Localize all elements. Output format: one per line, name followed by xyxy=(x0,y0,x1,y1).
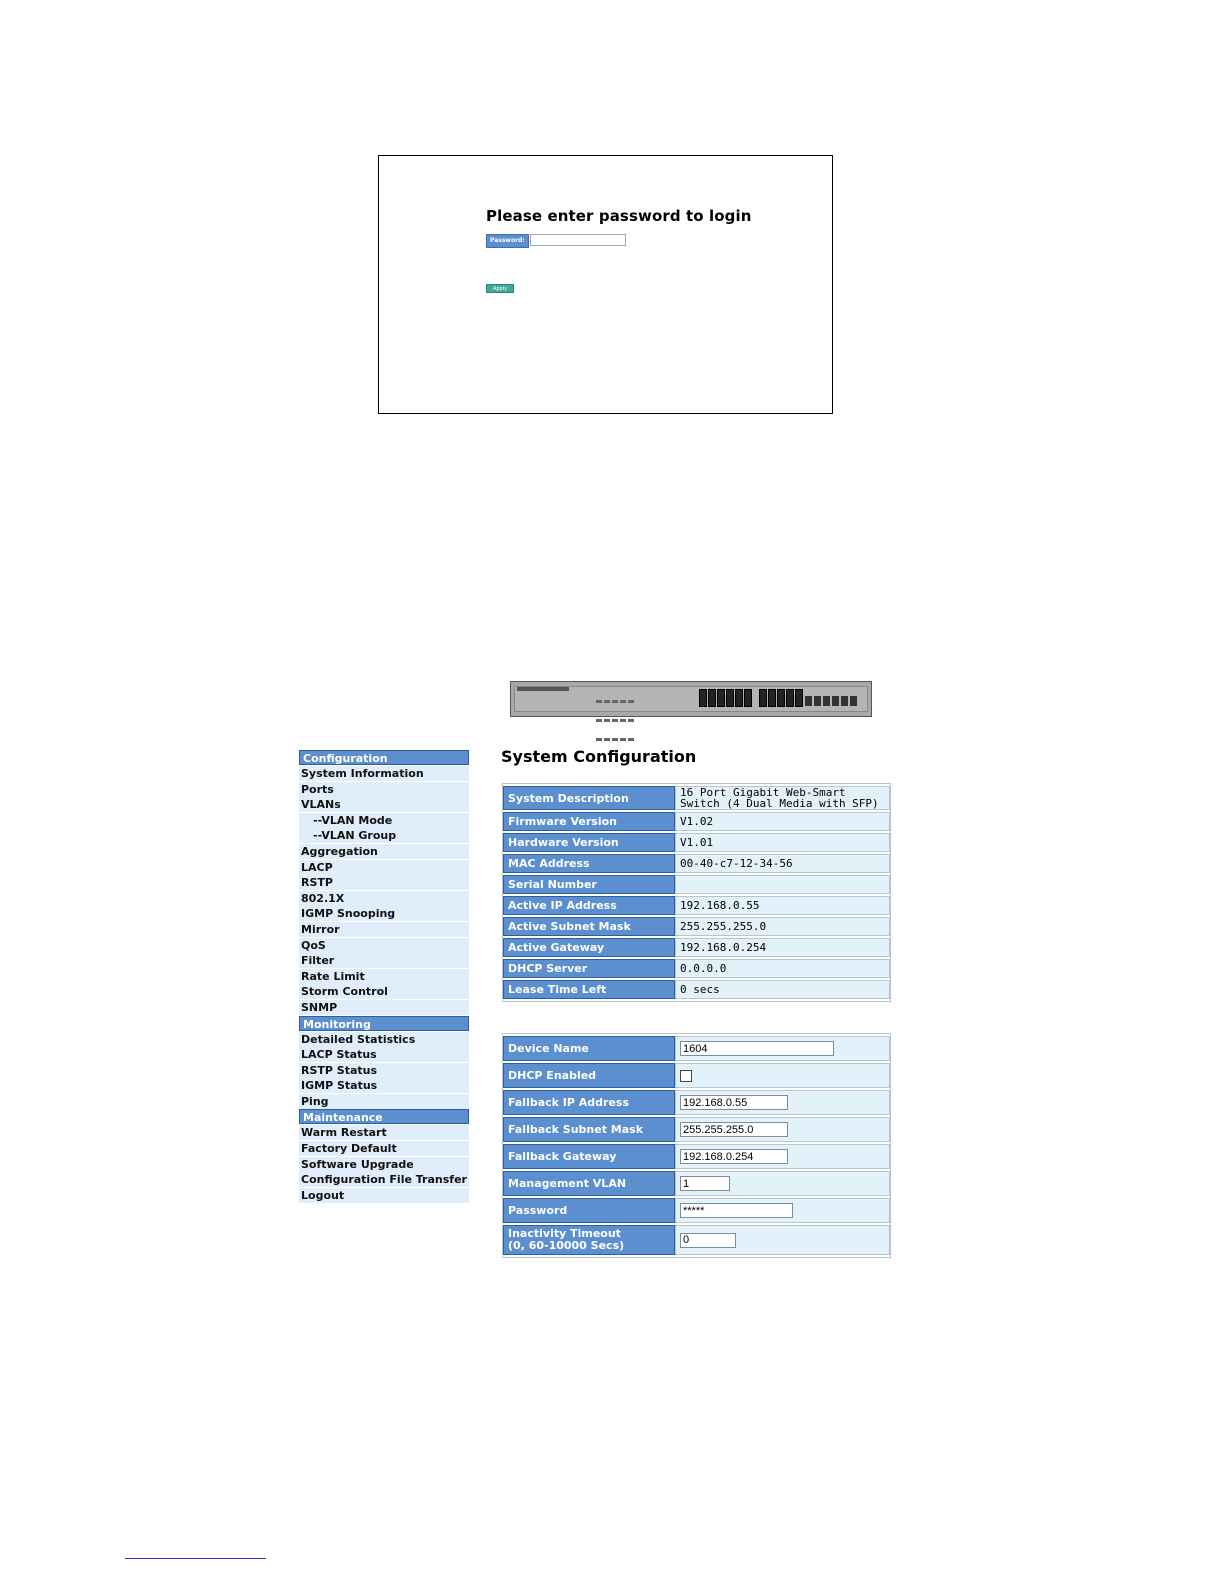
menu-item-vlans[interactable]: VLANs xyxy=(299,797,469,812)
table-row xyxy=(503,875,890,894)
info-value xyxy=(675,786,890,810)
info-value: 192.168.0.254 xyxy=(675,938,890,957)
table-row xyxy=(503,1198,890,1223)
table-row xyxy=(503,1225,890,1255)
table-row xyxy=(503,1117,890,1142)
menu-item-ping[interactable]: Ping xyxy=(299,1094,469,1109)
table-row xyxy=(503,1144,890,1169)
menu-item-filter[interactable]: Filter xyxy=(299,953,469,968)
login-screenshot xyxy=(378,155,833,414)
menu-item-rstp[interactable]: RSTP xyxy=(299,875,469,890)
info-value: V1.02 xyxy=(675,812,890,831)
password-label: Password: xyxy=(486,234,529,248)
menu-header-configuration: Configuration xyxy=(299,750,469,765)
management-vlan-input[interactable] xyxy=(680,1176,730,1191)
menu-item-storm-control[interactable]: Storm Control xyxy=(299,984,469,999)
table-row xyxy=(503,959,890,978)
inactivity-timeout-label-line2: (0, 60-10000 Secs) xyxy=(508,1239,625,1252)
inactivity-timeout-label xyxy=(503,1225,675,1255)
side-menu xyxy=(299,750,469,1203)
info-label: Serial Number xyxy=(503,875,675,894)
info-value: 00-40-c7-12-34-56 xyxy=(675,854,890,873)
page-title: System Configuration xyxy=(501,747,697,766)
info-value xyxy=(675,875,890,894)
info-value: 0 secs xyxy=(675,980,890,999)
device-name-input[interactable] xyxy=(680,1041,834,1056)
menu-item-detailed-statistics[interactable]: Detailed Statistics xyxy=(299,1032,469,1047)
system-info-table xyxy=(502,783,891,1002)
info-label: System Description xyxy=(503,786,675,810)
switch-brand-strip xyxy=(517,687,569,691)
menu-item-system-information[interactable]: System Information xyxy=(299,766,469,781)
menu-item-qos[interactable]: QoS xyxy=(299,938,469,953)
table-row xyxy=(503,854,890,873)
menu-item-factory-default[interactable]: Factory Default xyxy=(299,1141,469,1156)
dhcp-enabled-label: DHCP Enabled xyxy=(503,1063,675,1088)
menu-item-config-file-transfer[interactable]: Configuration File Transfer xyxy=(299,1172,469,1187)
inactivity-timeout-label-line1: Inactivity Timeout xyxy=(508,1227,621,1240)
menu-item-rate-limit[interactable]: Rate Limit xyxy=(299,969,469,984)
fallback-mask-label: Fallback Subnet Mask xyxy=(503,1117,675,1142)
table-row xyxy=(503,1090,890,1115)
settings-form xyxy=(502,1033,891,1258)
table-row xyxy=(503,812,890,831)
password-field-label: Password xyxy=(503,1198,675,1223)
table-row xyxy=(503,917,890,936)
menu-item-warm-restart[interactable]: Warm Restart xyxy=(299,1125,469,1140)
footer-rule xyxy=(125,1558,266,1559)
table-row xyxy=(503,938,890,957)
table-row xyxy=(503,896,890,915)
info-value: 0.0.0.0 xyxy=(675,959,890,978)
menu-item-snmp[interactable]: SNMP xyxy=(299,1000,469,1015)
table-row xyxy=(503,833,890,852)
switch-rj45-ports xyxy=(699,689,803,707)
fallback-gateway-input[interactable] xyxy=(680,1149,788,1164)
info-label: Lease Time Left xyxy=(503,980,675,999)
inactivity-timeout-input[interactable] xyxy=(680,1233,736,1248)
password-field[interactable] xyxy=(680,1203,793,1218)
apply-button[interactable]: Apply xyxy=(486,284,514,293)
info-value: 255.255.255.0 xyxy=(675,917,890,936)
menu-item-mirror[interactable]: Mirror xyxy=(299,922,469,937)
switch-faceplate-image xyxy=(510,681,872,717)
info-label: DHCP Server xyxy=(503,959,675,978)
system-description-value: 16 Port Gigabit Web-Smart Switch (4 Dual Media with SFP) xyxy=(680,786,879,810)
menu-item-lacp[interactable]: LACP xyxy=(299,860,469,875)
login-title: Please enter password to login xyxy=(486,207,752,225)
password-row xyxy=(486,234,626,248)
menu-item-lacp-status[interactable]: LACP Status xyxy=(299,1047,469,1062)
info-label: Active Subnet Mask xyxy=(503,917,675,936)
menu-item-ports[interactable]: Ports xyxy=(299,782,469,797)
management-vlan-label: Management VLAN xyxy=(503,1171,675,1196)
table-row xyxy=(503,1171,890,1196)
menu-item-8021x[interactable]: 802.1X xyxy=(299,891,469,906)
info-value: V1.01 xyxy=(675,833,890,852)
info-value: 192.168.0.55 xyxy=(675,896,890,915)
menu-item-software-upgrade[interactable]: Software Upgrade xyxy=(299,1157,469,1172)
switch-led-panel xyxy=(595,689,643,711)
menu-item-rstp-status[interactable]: RSTP Status xyxy=(299,1063,469,1078)
table-row xyxy=(503,1036,890,1061)
switch-sfp-ports xyxy=(805,696,857,706)
info-label: MAC Address xyxy=(503,854,675,873)
info-label: Active Gateway xyxy=(503,938,675,957)
table-row xyxy=(503,1063,890,1088)
table-row xyxy=(503,786,890,810)
info-label: Hardware Version xyxy=(503,833,675,852)
menu-item-vlan-mode[interactable]: --VLAN Mode xyxy=(299,813,469,828)
password-input[interactable] xyxy=(530,234,626,246)
menu-item-igmp-snooping[interactable]: IGMP Snooping xyxy=(299,906,469,921)
menu-header-monitoring: Monitoring xyxy=(299,1016,469,1031)
menu-item-logout[interactable]: Logout xyxy=(299,1188,469,1203)
device-name-label: Device Name xyxy=(503,1036,675,1061)
info-label: Firmware Version xyxy=(503,812,675,831)
fallback-gateway-label: Fallback Gateway xyxy=(503,1144,675,1169)
menu-header-maintenance: Maintenance xyxy=(299,1109,469,1124)
fallback-mask-input[interactable] xyxy=(680,1122,788,1137)
table-row xyxy=(503,980,890,999)
menu-item-aggregation[interactable]: Aggregation xyxy=(299,844,469,859)
fallback-ip-input[interactable] xyxy=(680,1095,788,1110)
dhcp-enabled-checkbox[interactable] xyxy=(680,1070,692,1082)
info-label: Active IP Address xyxy=(503,896,675,915)
menu-item-igmp-status[interactable]: IGMP Status xyxy=(299,1078,469,1093)
fallback-ip-label: Fallback IP Address xyxy=(503,1090,675,1115)
menu-item-vlan-group[interactable]: --VLAN Group xyxy=(299,828,469,843)
